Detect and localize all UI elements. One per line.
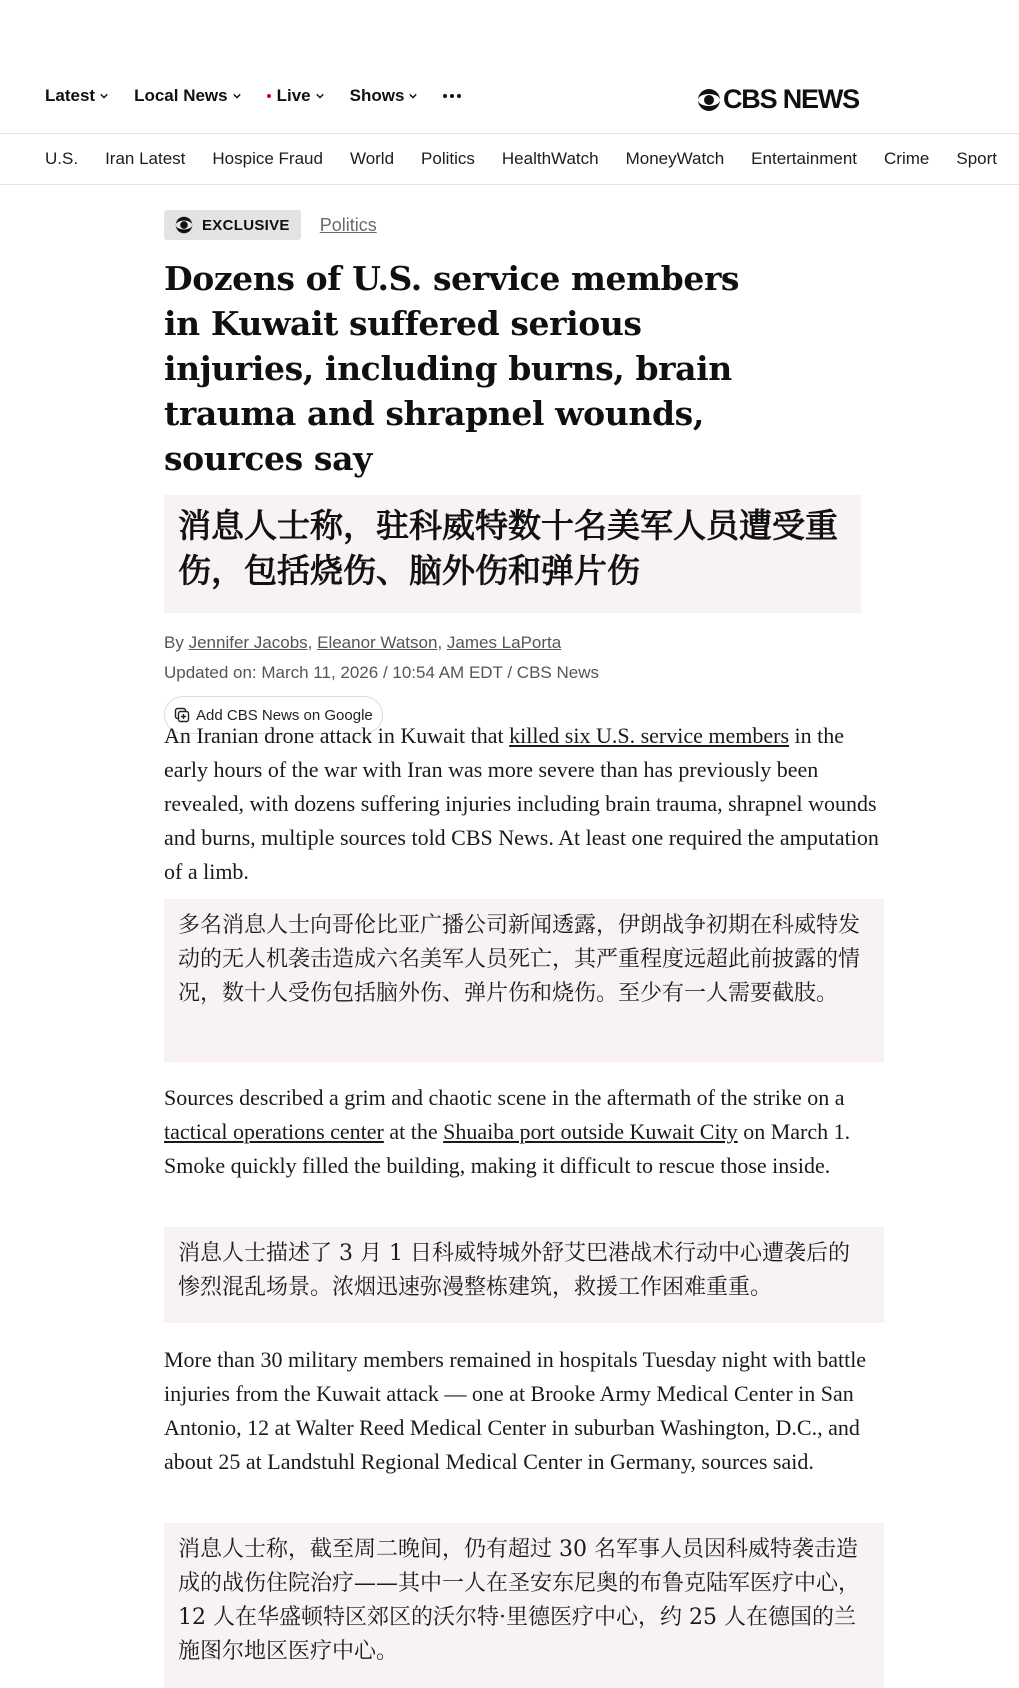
more-icon[interactable] — [443, 94, 461, 98]
paragraph-translation: 消息人士称，截至周二晚间，仍有超过 30 名军事人员因科威特袭击造成的战伤住院治疗——其中一人在圣安东尼奥的布鲁克陆军医疗中心，12 人在华盛顿特区郊区的沃尔特·里德医疗中心，约 25 人在德国的兰施图尔地区医疗中心。 — [164, 1523, 884, 1688]
section-healthwatch[interactable]: HealthWatch — [501, 149, 599, 168]
article-header — [164, 210, 884, 734]
inline-link[interactable]: killed six U.S. service members — [509, 723, 790, 748]
paragraph-translation: 多名消息人士向哥伦比亚广播公司新闻透露，伊朗战争初期在科威特发动的无人机袭击造成六名美军人员死亡，其严重程度远超此前披露的情况，数十人受伤包括脑外伤、弹片伤和烧伤。至少有一人需要截肢。 — [164, 899, 884, 1062]
nav-local-news-label: Local News — [134, 86, 228, 105]
byline-prefix: By — [164, 633, 184, 652]
inline-link[interactable]: tactical operations center — [164, 1119, 384, 1144]
body-paragraph — [164, 1081, 884, 1183]
cbs-eye-icon — [175, 216, 193, 234]
chevron-down-icon — [233, 92, 241, 100]
text-run: An Iranian drone attack in Kuwait that — [164, 723, 510, 748]
exclusive-badge — [164, 210, 301, 240]
chevron-down-icon — [316, 92, 324, 100]
top-bar — [0, 0, 1019, 134]
chevron-down-icon — [100, 92, 108, 100]
nav-latest[interactable] — [45, 86, 108, 106]
nav-live-label: Live — [276, 86, 311, 105]
byline: By Jennifer Jacobs, Eleanor Watson, James LaPorta — [164, 633, 562, 652]
section-nav — [0, 134, 1019, 185]
section-entertainment[interactable]: Entertainment — [751, 149, 858, 168]
add-to-google-label: Add CBS News on Google — [196, 706, 373, 724]
section-politics[interactable]: Politics — [421, 149, 475, 168]
updated-timestamp: Updated on: March 11, 2026 / 10:54 AM EDT / CBS News — [164, 663, 599, 682]
nav-shows[interactable] — [350, 86, 418, 106]
nav-shows-label: Shows — [349, 86, 405, 105]
live-dot-icon — [267, 94, 271, 98]
body-paragraph — [164, 719, 884, 889]
section-world[interactable]: World — [349, 149, 395, 168]
section-crime[interactable]: Crime — [884, 149, 930, 168]
exclusive-label: EXCLUSIVE — [202, 216, 290, 234]
body-paragraph: More than 30 military members remained in hospitals Tuesday night with battle injuries from the Kuwait attack — one at Brooke Army Medical Center in San Antonio, 12 at Walter Reed Medical Center in suburban Washington, D.C., and about 25 at Landstuhl Regional Medical Center in Germany, sources said. — [164, 1347, 867, 1474]
section-moneywatch[interactable]: MoneyWatch — [625, 149, 725, 168]
nav-live[interactable] — [267, 86, 324, 106]
headline: Dozens of U.S. service members in Kuwait suffered serious injuries, including burns, brain trauma and shrapnel wounds, sources say — [164, 259, 740, 478]
inline-link[interactable]: Shuaiba port outside Kuwait City — [443, 1119, 738, 1144]
text-run: at the — [383, 1119, 444, 1144]
logo-text: CBS NEWS — [723, 84, 859, 114]
text-run: Sources described a grim and chaotic scene in the aftermath of the strike on a — [164, 1085, 845, 1110]
headline-translation: 消息人士称，驻科威特数十名美军人员遭受重伤，包括烧伤、脑外伤和弹片伤 — [164, 495, 861, 613]
section-hospice-fraud[interactable]: Hospice Fraud — [212, 149, 323, 168]
author-link[interactable]: Jennifer Jacobs — [188, 633, 308, 652]
nav-latest-label: Latest — [45, 86, 96, 105]
paragraph-translation: 消息人士描述了 3 月 1 日科威特城外舒艾巴港战术行动中心遭袭后的惨烈混乱场景。浓烟迅速弥漫整栋建筑，救援工作困难重重。 — [164, 1227, 884, 1323]
main-nav — [45, 86, 487, 106]
text-run: in the early hours of the war with Iran was more severe than has previously been revealed, with dozens suffering injuries including brain trauma, shrapnel wounds and burns, multiple sources told CBS News. At least one required the amputation of a limb. — [164, 723, 879, 884]
nav-local-news[interactable] — [134, 86, 241, 106]
cbs-eye-icon — [697, 88, 721, 112]
section-iran-latest[interactable]: Iran Latest — [105, 149, 186, 168]
category-link[interactable]: Politics — [319, 214, 377, 235]
cbs-news-logo[interactable] — [697, 84, 859, 115]
text-run: on March 1. Smoke quickly filled the building, making it difficult to rescue those inside. — [164, 1119, 851, 1178]
author-link[interactable]: James LaPorta — [446, 633, 562, 652]
section-us[interactable]: U.S. — [45, 149, 79, 168]
author-link[interactable]: Eleanor Watson — [317, 633, 438, 652]
chevron-down-icon — [409, 92, 417, 100]
section-sport[interactable]: Sport — [956, 149, 997, 168]
